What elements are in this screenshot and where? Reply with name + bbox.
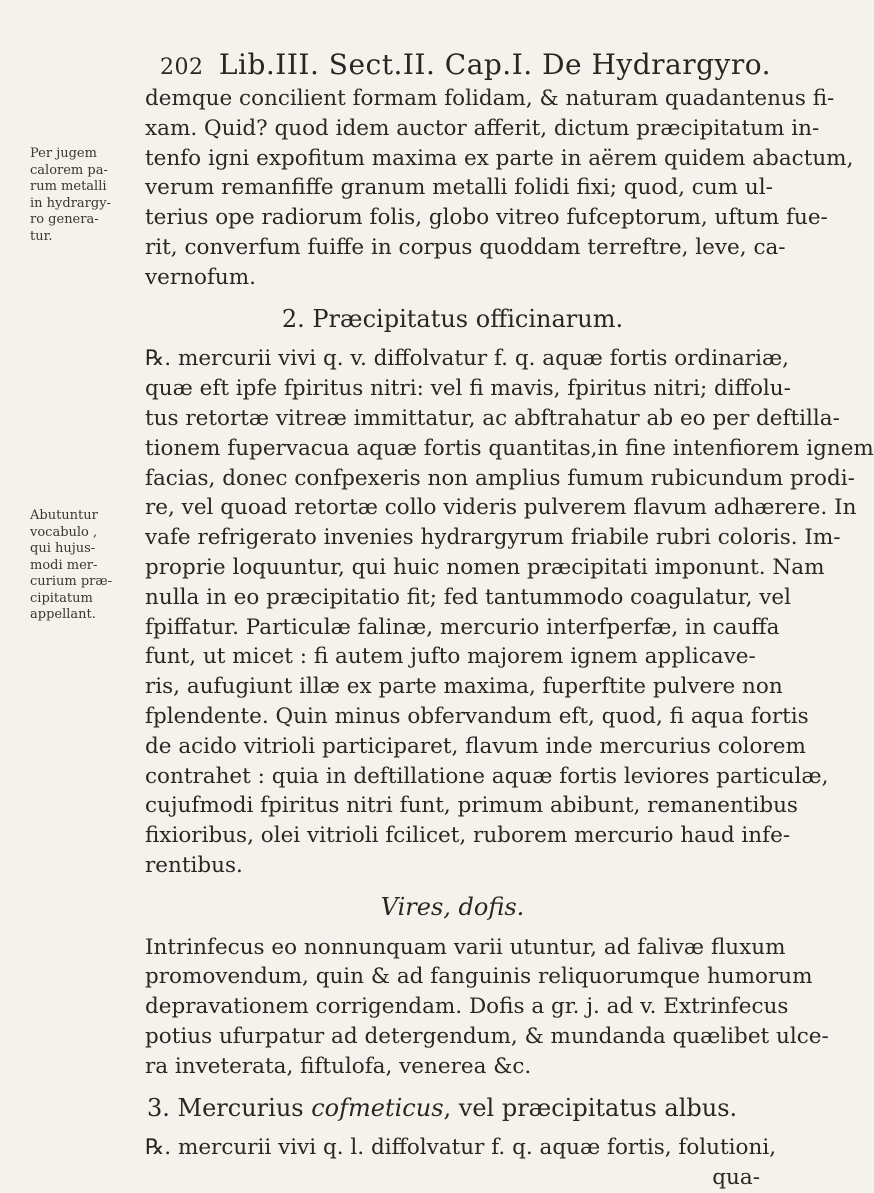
text-line: tus retortæ vitreæ immittatur, ac abftrahatur ab eo per deftilla- [145,405,840,431]
margin-line: curium præ- [30,574,113,589]
text-line: Intrinfecus eo nonnunquam varii utuntur, ad falivæ fluxum [145,934,786,960]
margin-line: vocabulo , [30,524,98,540]
text-line: verum remanfiffe granum metalli folidi fixi; quod, cum ul- [145,175,773,201]
margin-line: ro genera- [30,212,99,227]
text-line: fixioribus, olei vitrioli fcilicet, ruborem mercurio haud infe- [145,823,791,849]
paragraph-2 [145,344,874,880]
text-line: demque concilient formam folidam, & naturam quadantenus fi- [145,86,835,111]
text-line: facias, donec confpexeris non amplius fumum rubicundum prodi- [145,465,855,491]
paragraph-1 [145,84,854,293]
text-line: fpiffatur. Particulæ falinæ, mercurio interfperfæ, in cauffa [145,614,780,640]
text-line: xam. Quid? quod idem auctor afferit, dictum præcipitatum in- [145,115,820,141]
text-line: proprie loquuntur, qui huic nomen præcipitati imponunt. Nam [145,554,825,580]
text-line: rit, converfum fuiffe in corpus quoddam terreftre, leve, ca- [145,234,786,260]
margin-note-2 [30,508,140,624]
text-line: depravationem corrigendam. Dofis a gr. j. ad v. Extrinfecus [145,994,789,1020]
text-line: cujufmodi fpiritus nitri funt, primum abibunt, remanentibus [145,793,798,819]
heading-part: 3. Mercurius [147,1093,312,1122]
margin-line: cipitatum [30,590,93,606]
heading-part: , vel præcipitatus albus. [443,1093,738,1122]
section-heading: Vires, dofis. [380,892,525,921]
text-line: fplendente. Quin minus obfervandum eft, quod, fi aqua fortis [145,703,809,729]
margin-line: Abutuntur [30,508,98,523]
text-line: vafe refrigerato invenies hydrargyrum friabile rubri coloris. Im- [145,525,841,551]
running-title: Lib.III. Sect.II. Cap.I. De Hydrargyro. [218,48,772,81]
text-line: de acido vitrioli participaret, flavum inde mercurius colorem [145,733,806,759]
margin-line: tur. [30,228,53,244]
text-line: nulla in eo præcipitatio fit; fed tantummodo coagulatur, vel [145,584,792,610]
text-line: ℞. mercurii vivi q. l. diffolvatur f. q. aquæ fortis, folutioni, [145,1135,777,1161]
text-line: promovendum, quin & ad fanguinis reliquorumque humorum [145,964,813,990]
text-line: re, vel quoad retortæ collo videris pulverem flavum adhærere. In [145,495,857,521]
paragraph-4 [145,1133,777,1163]
running-header [160,48,772,81]
margin-line: qui hujus- [30,541,96,556]
margin-line: appellant. [30,607,96,622]
text-line: potius ufurpatur ad detergendum, & mundanda quælibet ulce- [145,1023,829,1049]
paragraph-3 [145,933,829,1082]
margin-line: modi mer- [30,557,98,573]
text-line: ℞. mercurii vivi q. v. diffolvatur f. q. aquæ fortis ordinariæ, [145,346,790,372]
text-line: terius ope radiorum folis, globo vitreo fufceptorum, uftum fue- [145,205,828,231]
section-heading [147,1094,760,1124]
text-line: tenfo igni expofitum maxima ex parte in aërem quidem abactum, [145,145,854,171]
heading-part: cofmeticus [311,1093,444,1122]
text-line: rentibus. [145,852,243,878]
margin-line: in hydrargy- [30,195,111,211]
text-line: contrahet : quia in deftillatione aquæ fortis leviores particulæ, [145,763,829,789]
catchword: qua- [712,1165,760,1191]
text-line: funt, ut micet : fi autem jufto majorem ignem applicave- [145,644,756,670]
text-line: ra inveterata, fiftulofa, venerea &c. [145,1053,532,1079]
text-line: ris, aufugiunt illæ ex parte maxima, fuperftite pulvere non [145,674,783,700]
text-line: vernofum. [145,264,256,290]
margin-line: calorem pa- [30,162,108,178]
text-line: tionem fupervacua aquæ fortis quantitas,in fine intenfiorem ignem [145,435,874,461]
margin-note-1 [30,146,140,245]
section-heading: 2. Præcipitatus officinarum. [281,304,624,333]
page-number: 202 [160,55,204,80]
main-text [145,84,874,1193]
text-line: quæ eft ipfe fpiritus nitri: vel fi mavis, fpiritus nitri; diffolu- [145,376,791,402]
margin-line: Per jugem [30,146,97,161]
margin-line: rum metalli [30,179,107,194]
